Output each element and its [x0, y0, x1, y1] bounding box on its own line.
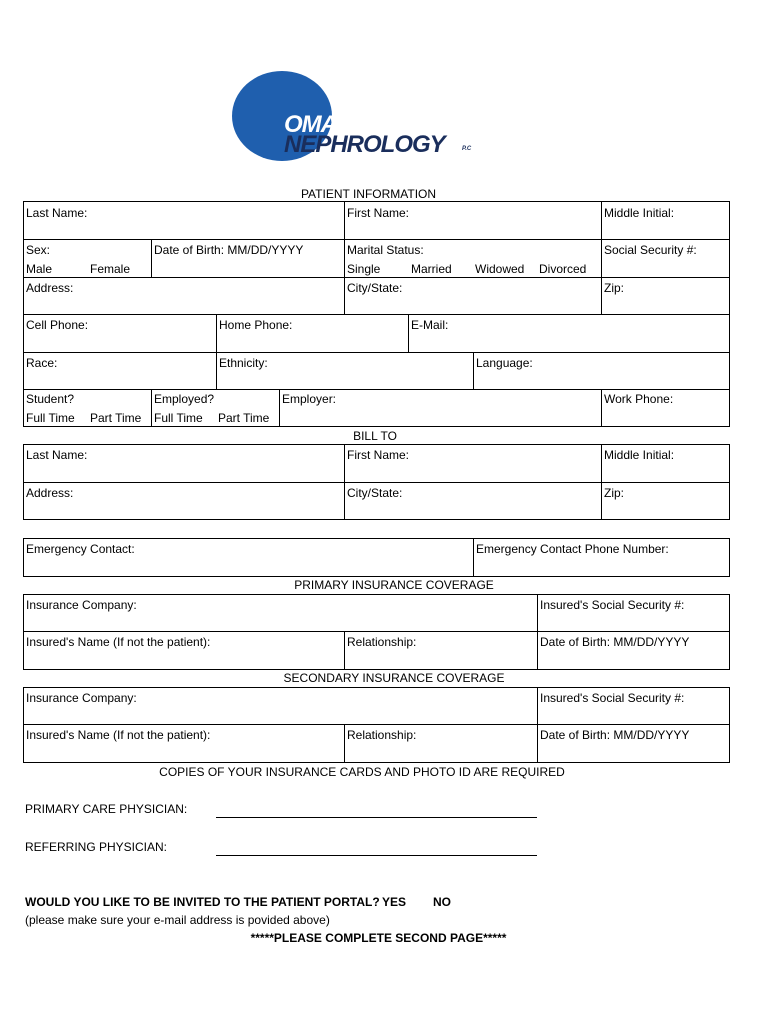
- secondary-insured-name-field[interactable]: [23, 724, 345, 763]
- patient-employed-label: Employed?: [154, 392, 215, 406]
- patient-race-field[interactable]: [23, 352, 217, 390]
- patient-employer-field[interactable]: [279, 389, 602, 427]
- portal-question: WOULD YOU LIKE TO BE INVITED TO THE PATIENT PORTAL?: [25, 895, 380, 909]
- patient-language-field[interactable]: [473, 352, 730, 390]
- patient-student-label: Student?: [26, 392, 75, 406]
- primary-dob-field[interactable]: [537, 631, 730, 670]
- patient-home-phone-label: Home Phone:: [219, 318, 293, 332]
- patient-info-header: PATIENT INFORMATION: [300, 187, 437, 201]
- primary-physician-line[interactable]: [216, 817, 537, 818]
- patient-zip-field[interactable]: [601, 277, 730, 315]
- sex-option-male[interactable]: Male: [26, 262, 53, 276]
- bill-city-state-field[interactable]: [344, 482, 602, 520]
- patient-sex-field[interactable]: [23, 239, 152, 278]
- patient-work-phone-label: Work Phone:: [604, 392, 674, 406]
- bill-last-name-label: Last Name:: [26, 448, 88, 462]
- secondary-insured-ssn-field[interactable]: [537, 687, 730, 725]
- patient-city-state-label: City/State:: [347, 281, 403, 295]
- patient-ssn-label: Social Security #:: [604, 243, 697, 257]
- marital-option-widowed[interactable]: Widowed: [475, 262, 525, 276]
- sex-option-female[interactable]: Female: [90, 262, 131, 276]
- secondary-insurance-header: SECONDARY INSURANCE COVERAGE: [283, 671, 505, 685]
- primary-physician-label: PRIMARY CARE PHYSICIAN:: [25, 802, 188, 816]
- patient-last-name-label: Last Name:: [26, 206, 88, 220]
- patient-sex-label: Sex:: [26, 243, 51, 257]
- patient-marital-field[interactable]: [344, 239, 602, 278]
- secondary-insured-ssn-label: Insured's Social Security #:: [540, 691, 685, 705]
- secondary-relationship-label: Relationship:: [347, 728, 417, 742]
- patient-address-label: Address:: [26, 281, 74, 295]
- bill-last-name-field[interactable]: [23, 444, 345, 483]
- emergency-contact-label: Emergency Contact:: [26, 542, 135, 556]
- patient-employer-label: Employer:: [282, 392, 337, 406]
- patient-race-label: Race:: [26, 356, 58, 370]
- portal-yes-option[interactable]: YES: [382, 895, 407, 909]
- patient-marital-label: Marital Status:: [347, 243, 424, 257]
- patient-last-name-field[interactable]: [23, 201, 345, 240]
- referring-physician-line[interactable]: [216, 855, 537, 856]
- bill-address-label: Address:: [26, 486, 74, 500]
- primary-insured-name-label: Insured's Name (If not the patient):: [26, 635, 211, 649]
- patient-ethnicity-field[interactable]: [216, 352, 474, 390]
- patient-middle-initial-field[interactable]: [601, 201, 730, 240]
- primary-dob-label: Date of Birth: MM/DD/YYYY: [540, 635, 690, 649]
- secondary-relationship-field[interactable]: [344, 724, 538, 763]
- patient-first-name-label: First Name:: [347, 206, 410, 220]
- patient-email-field[interactable]: [408, 314, 730, 353]
- logo-word-nephrology: NEPHROLOGY: [284, 131, 445, 158]
- patient-employed-field[interactable]: [151, 389, 280, 427]
- patient-work-phone-field[interactable]: [601, 389, 730, 427]
- primary-insurance-header: PRIMARY INSURANCE COVERAGE: [294, 578, 494, 592]
- portal-note: (please make sure your e-mail address is povided above): [25, 913, 330, 927]
- secondary-dob-label: Date of Birth: MM/DD/YYYY: [540, 728, 690, 742]
- patient-cell-phone-label: Cell Phone:: [26, 318, 89, 332]
- patient-address-field[interactable]: [23, 277, 345, 315]
- logo-word-omaha: OMAHA: [284, 111, 370, 138]
- marital-option-single[interactable]: Single: [347, 262, 381, 276]
- bill-address-field[interactable]: [23, 482, 345, 520]
- primary-relationship-label: Relationship:: [347, 635, 417, 649]
- bill-first-name-label: First Name:: [347, 448, 410, 462]
- bill-to-header: BILL TO: [353, 429, 397, 443]
- student-option-full-time[interactable]: Full Time: [26, 411, 75, 425]
- patient-student-field[interactable]: [23, 389, 152, 427]
- bill-middle-initial-label: Middle Initial:: [604, 448, 675, 462]
- emergency-phone-field[interactable]: [473, 538, 730, 577]
- patient-middle-initial-label: Middle Initial:: [604, 206, 675, 220]
- primary-insured-ssn-label: Insured's Social Security #:: [540, 598, 685, 612]
- logo-suffix: P.C: [462, 146, 472, 152]
- patient-home-phone-field[interactable]: [216, 314, 409, 353]
- employed-option-part-time[interactable]: Part Time: [218, 411, 270, 425]
- patient-zip-label: Zip:: [604, 281, 625, 295]
- patient-ethnicity-label: Ethnicity:: [219, 356, 268, 370]
- emergency-contact-field[interactable]: [23, 538, 474, 577]
- primary-insurance-company-field[interactable]: [23, 594, 538, 632]
- bill-first-name-field[interactable]: [344, 444, 602, 483]
- secondary-dob-field[interactable]: [537, 724, 730, 763]
- marital-option-divorced[interactable]: Divorced: [539, 262, 587, 276]
- bill-middle-initial-field[interactable]: [601, 444, 730, 483]
- patient-ssn-field[interactable]: [601, 239, 730, 278]
- emergency-phone-label: Emergency Contact Phone Number:: [476, 542, 669, 556]
- referring-physician-label: REFERRING PHYSICIAN:: [25, 840, 168, 854]
- primary-relationship-field[interactable]: [344, 631, 538, 670]
- primary-insured-name-field[interactable]: [23, 631, 345, 670]
- patient-cell-phone-field[interactable]: [23, 314, 217, 353]
- portal-no-option[interactable]: NO: [433, 895, 451, 909]
- employed-option-full-time[interactable]: Full Time: [154, 411, 203, 425]
- patient-dob-field[interactable]: [151, 239, 345, 278]
- primary-insurance-company-label: Insurance Company:: [26, 598, 137, 612]
- patient-first-name-field[interactable]: [344, 201, 602, 240]
- bill-city-state-label: City/State:: [347, 486, 403, 500]
- patient-dob-label: Date of Birth: MM/DD/YYYY: [154, 243, 304, 257]
- complete-second-page-note: *****PLEASE COMPLETE SECOND PAGE*****: [250, 931, 507, 945]
- marital-option-married[interactable]: Married: [411, 262, 452, 276]
- secondary-insured-name-label: Insured's Name (If not the patient):: [26, 728, 211, 742]
- bill-zip-label: Zip:: [604, 486, 625, 500]
- primary-insured-ssn-field[interactable]: [537, 594, 730, 632]
- copies-required-note: COPIES OF YOUR INSURANCE CARDS AND PHOTO ID ARE REQUIRED: [159, 765, 565, 779]
- secondary-insurance-company-label: Insurance Company:: [26, 691, 137, 705]
- patient-language-label: Language:: [476, 356, 533, 370]
- bill-zip-field[interactable]: [601, 482, 730, 520]
- patient-email-label: E-Mail:: [411, 318, 449, 332]
- secondary-insurance-company-field[interactable]: [23, 687, 538, 725]
- student-option-part-time[interactable]: Part Time: [90, 411, 142, 425]
- patient-city-state-field[interactable]: [344, 277, 602, 315]
